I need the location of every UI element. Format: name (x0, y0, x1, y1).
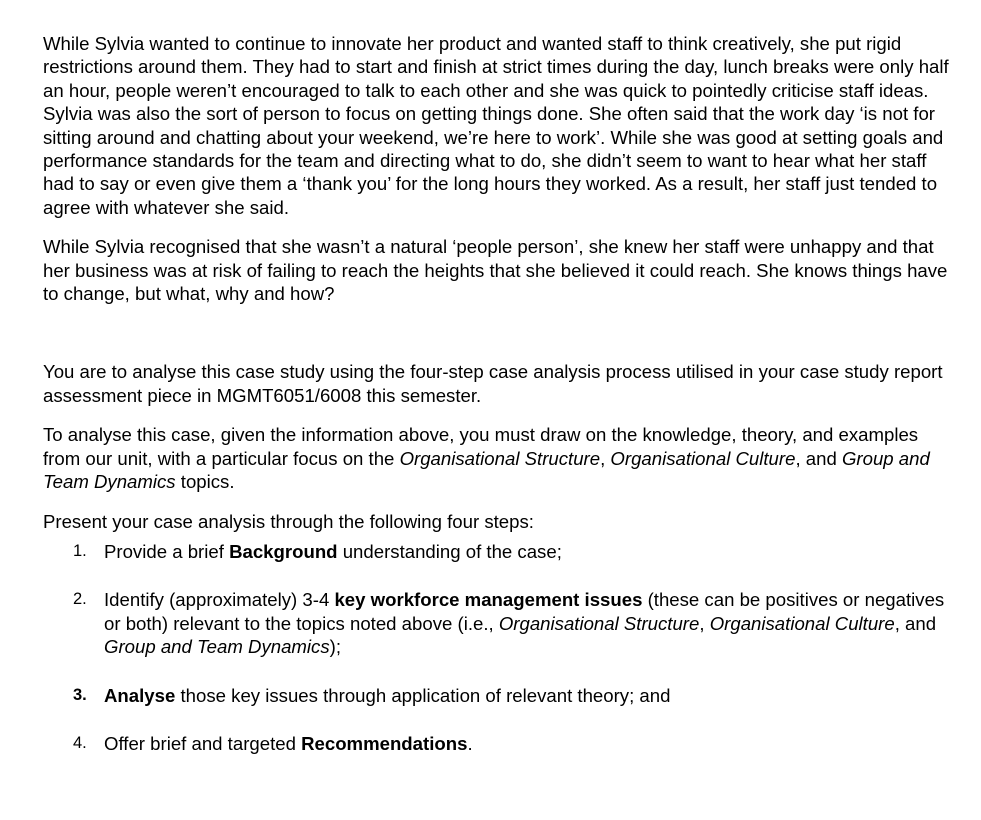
step-recommendations (43, 732, 955, 755)
step-background (43, 540, 955, 563)
topic-group-team-dynamics: Group and Team Dynamics (104, 636, 330, 658)
step-text: Offer brief and targeted (104, 732, 302, 754)
step-text-end: understanding of the case; (337, 540, 562, 562)
separator: , (699, 612, 710, 634)
topic-group-team-dynamics: Group and Team Dynamics (43, 447, 930, 493)
topic-organisational-culture: Organisational Culture (610, 447, 796, 469)
step-number: 3. (73, 685, 87, 704)
step-text-end: . (467, 732, 473, 754)
topic-organisational-culture: Organisational Culture (709, 612, 895, 634)
paragraph-task-intro: You are to analyse this case study using the four-step case analysis process utilised in your case study report assessment piece in MGMT6051/6008 this semester. (43, 361, 943, 406)
paragraph-case-conclusion: While Sylvia recognised that she wasn’t a natural ‘people person’, she knew her staff were unhappy and that her business was at risk of failing to reach the heights that she believed it could reach. She knows things have to change, but what, why and how? (43, 236, 948, 305)
step-key-issues (43, 588, 955, 658)
step-keyword: Recommendations (301, 732, 468, 754)
separator: , and (894, 612, 937, 634)
instructions-text-end: topics. (175, 471, 235, 493)
paragraph-steps-intro: Present your case analysis through the following four steps: (43, 510, 534, 532)
step-text: Identify (approximately) 3-4 (104, 589, 335, 611)
instructions-text: To analyse this case, given the information above, you must draw on the knowledge, theory, and examples from our unit, with a particular focus on the (43, 424, 919, 469)
step-text: Provide a brief (104, 540, 230, 562)
step-keyword: Analyse (104, 684, 176, 706)
step-analyse (43, 684, 955, 707)
step-number: 4. (73, 733, 87, 752)
step-keyword: Background (229, 540, 338, 562)
paragraph-analysis-instructions (43, 423, 955, 493)
step-text-end: those key issues through application of relevant theory; and (175, 684, 671, 706)
steps-list (43, 540, 955, 755)
separator: , (600, 447, 611, 469)
document-page (43, 32, 955, 755)
step-text-end: ); (329, 636, 341, 658)
topic-organisational-structure: Organisational Structure (399, 447, 601, 469)
step-number: 2. (73, 590, 87, 609)
step-number: 1. (73, 541, 87, 560)
separator: , and (795, 447, 842, 469)
topic-organisational-structure: Organisational Structure (498, 612, 700, 634)
step-keyword: key workforce management issues (334, 589, 643, 611)
step-text-mid: (these can be positives or negatives or both) relevant to the topics noted above (i.e., (104, 589, 945, 634)
paragraph-case-description: While Sylvia wanted to continue to innovate her product and wanted staff to think creatively, she put rigid restrictions around them. They had to start and finish at strict times during the day, lunch breaks were only half an hour, people weren’t encouraged to talk to each other and she was quick to pointedly criticise staff ideas. Sylvia was also the sort of person to focus on getting things done. She often said that the work day ‘is not for sitting around and chatting about your weekend, we’re here to work’. While she was good at setting goals and performance standards for the team and directing what to do, she didn’t seem to want to hear what her staff had to say or even give them a ‘thank you’ for the long hours they worked. As a result, her staff just tended to agree with whatever she said. (43, 33, 949, 218)
